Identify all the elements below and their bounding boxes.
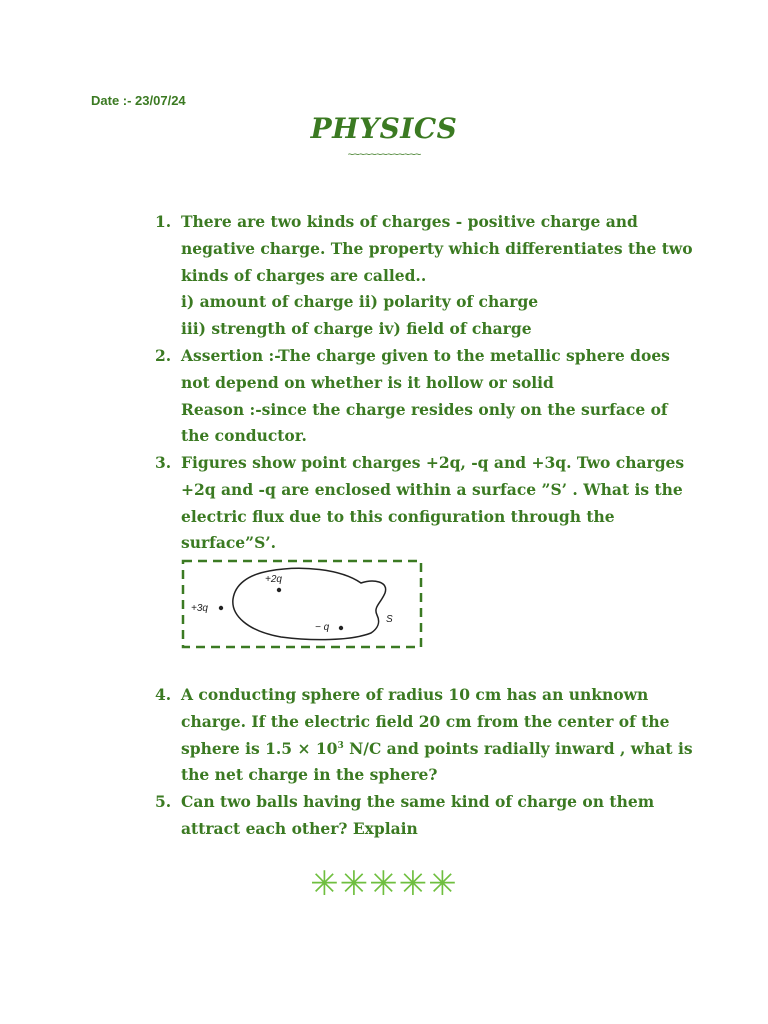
charge-plus3q-dot <box>219 606 223 610</box>
end-stars-divider: ✳✳✳✳✳ <box>310 864 458 904</box>
dashed-border <box>183 561 421 647</box>
question-text-line: kinds of charges are called.. <box>181 265 427 285</box>
label-minusq: − q <box>315 622 330 633</box>
question-text-line <box>155 736 693 763</box>
question-number: 5. <box>155 792 172 811</box>
exponent: 3 <box>337 740 344 751</box>
question-text-part: sphere is 1.5 × 10 <box>181 738 338 758</box>
question-text-line: not depend on whether is it hollow or solid <box>181 372 554 392</box>
question-text-part: N/C and points radially inward , what is <box>343 738 693 758</box>
question-1 <box>155 209 693 343</box>
charge-minusq-dot <box>339 626 343 630</box>
label-plus3q: +3q <box>191 603 208 614</box>
question-text-line: Reason :-since the charge resides only on the surface of <box>181 399 668 419</box>
question-number: 4. <box>155 685 172 704</box>
question-text-line: attract each other? Explain <box>181 818 418 838</box>
question-text-line: +2q and -q are enclosed within a surface ”S’ . What is the <box>181 479 683 499</box>
question-text-line: charge. If the electric field 20 cm from the center of the <box>181 711 670 731</box>
question-number: 3. <box>155 453 172 472</box>
question-number: 2. <box>155 346 172 365</box>
charge-plus2q-dot <box>277 588 281 592</box>
option-line: i) amount of charge ii) polarity of charge <box>181 292 539 312</box>
question-text-line: electric flux due to this configuration through the <box>181 506 615 526</box>
question-text-line: Figures show point charges +2q, -q and +3q. Two charges <box>181 453 685 472</box>
question-text-line: the conductor. <box>181 426 307 446</box>
question-3 <box>155 450 685 557</box>
question-text-line: A conducting sphere of radius 10 cm has an unknown <box>181 685 649 704</box>
question-5 <box>155 789 675 843</box>
question-number: 1. <box>155 212 172 231</box>
figure-svg <box>181 559 425 649</box>
question-text-line: Assertion :-The charge given to the metallic sphere does <box>181 346 670 365</box>
question-2 <box>155 343 675 450</box>
question-text-line: surface”S’. <box>181 533 277 553</box>
question-text-line: There are two kinds of charges - positive charge and <box>181 212 638 231</box>
title-underline: ~~~~~~~~~~~~~ <box>347 150 421 162</box>
option-line: iii) strength of charge iv) field of charge <box>181 319 532 339</box>
date-label: Date :- 23/07/24 <box>91 93 186 108</box>
page-title: PHYSICS <box>310 112 458 145</box>
charge-surface-figure <box>181 559 425 649</box>
question-text-line: negative charge. The property which differentiates the two <box>181 238 693 258</box>
gaussian-surface-shape <box>233 568 386 639</box>
label-surface-s: S <box>386 614 393 625</box>
question-text-line: Can two balls having the same kind of charge on them <box>181 792 655 811</box>
label-plus2q: +2q <box>265 574 282 585</box>
question-text-line: the net charge in the sphere? <box>181 765 438 785</box>
question-4 <box>155 682 693 789</box>
